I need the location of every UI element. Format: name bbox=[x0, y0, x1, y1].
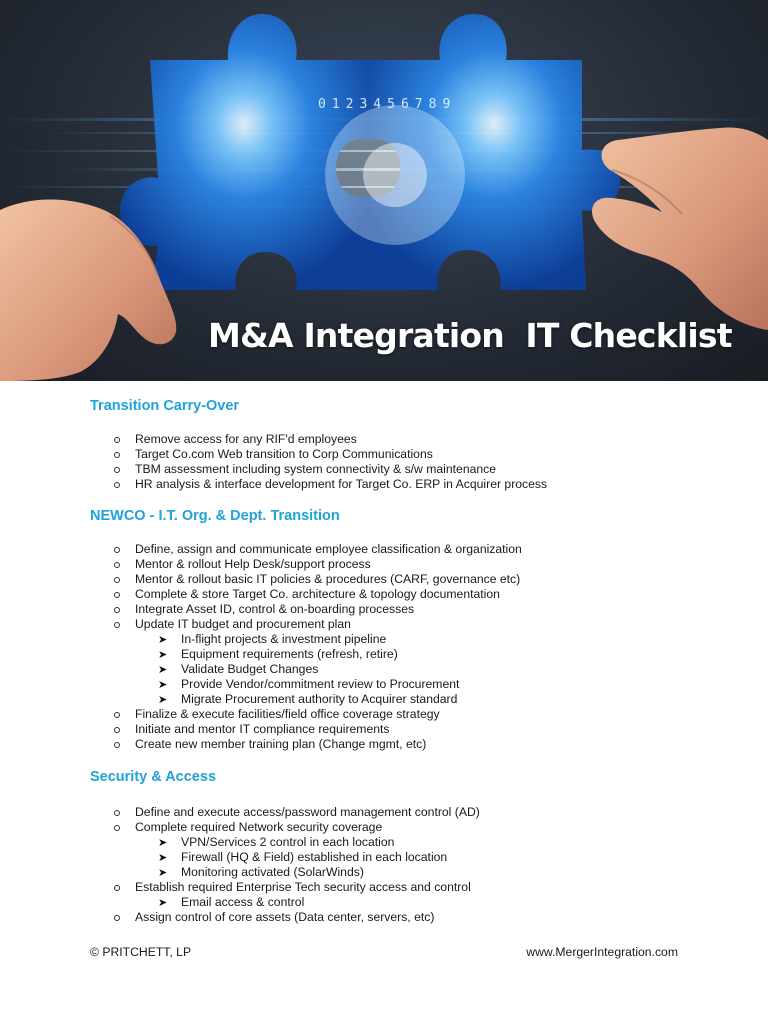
list-item: Integrate Asset ID, control & on-boarding processes bbox=[0, 602, 522, 617]
list-item: Define, assign and communicate employee classification & organization bbox=[0, 542, 522, 557]
footer-website-link[interactable]: www.MergerIntegration.com bbox=[526, 945, 678, 959]
list-item: Update IT budget and procurement plan bbox=[0, 617, 522, 632]
list-subitem: ➤ Monitoring activated (SolarWinds) bbox=[0, 865, 480, 880]
list-item: Complete & store Target Co. architecture & topology documentation bbox=[0, 587, 522, 602]
checklist-transition-carry-over bbox=[0, 432, 547, 492]
list-item: Target Co.com Web transition to Corp Communications bbox=[0, 447, 547, 462]
list-subitem: ➤ In-flight projects & investment pipeline bbox=[0, 632, 522, 647]
list-subitem: ➤ VPN/Services 2 control in each location bbox=[0, 835, 480, 850]
list-item: Mentor & rollout Help Desk/support process bbox=[0, 557, 522, 572]
section-title-transition-carry-over: Transition Carry-Over bbox=[90, 398, 240, 414]
list-item: Establish required Enterprise Tech security access and control bbox=[0, 880, 480, 895]
list-item: HR analysis & interface development for Target Co. ERP in Acquirer process bbox=[0, 477, 547, 492]
list-item: Remove access for any RIF'd employees bbox=[0, 432, 547, 447]
list-item: Finalize & execute facilities/field office coverage strategy bbox=[0, 707, 522, 722]
section-title-security-access: Security & Access bbox=[90, 769, 217, 785]
hero-digits: 0123456789 bbox=[318, 97, 457, 112]
list-subitem: ➤ Equipment requirements (refresh, retire) bbox=[0, 647, 522, 662]
list-subitem: ➤ Provide Vendor/commitment review to Procurement bbox=[0, 677, 522, 692]
list-item: Create new member training plan (Change mgmt, etc) bbox=[0, 737, 522, 752]
list-item: Complete required Network security coverage bbox=[0, 820, 480, 835]
hero-banner bbox=[0, 0, 768, 381]
list-item: Define and execute access/password management control (AD) bbox=[0, 805, 480, 820]
list-subitem: ➤ Migrate Procurement authority to Acquirer standard bbox=[0, 692, 522, 707]
section-title-newco-transition: NEWCO - I.T. Org. & Dept. Transition bbox=[90, 508, 340, 524]
list-item: Initiate and mentor IT compliance requirements bbox=[0, 722, 522, 737]
list-subitem: ➤ Firewall (HQ & Field) established in each location bbox=[0, 850, 480, 865]
list-item: Assign control of core assets (Data center, servers, etc) bbox=[0, 910, 480, 925]
list-subitem: ➤ Validate Budget Changes bbox=[0, 662, 522, 677]
right-hand-image bbox=[592, 128, 768, 331]
checklist-newco-transition bbox=[0, 542, 522, 752]
page-title: M&A Integration IT Checklist bbox=[208, 316, 732, 355]
checklist-security-access bbox=[0, 805, 480, 925]
list-subitem: ➤ Email access & control bbox=[0, 895, 480, 910]
footer-copyright: © PRITCHETT, LP bbox=[90, 945, 192, 959]
list-item: Mentor & rollout basic IT policies & procedures (CARF, governance etc) bbox=[0, 572, 522, 587]
list-item: TBM assessment including system connectivity & s/w maintenance bbox=[0, 462, 547, 477]
